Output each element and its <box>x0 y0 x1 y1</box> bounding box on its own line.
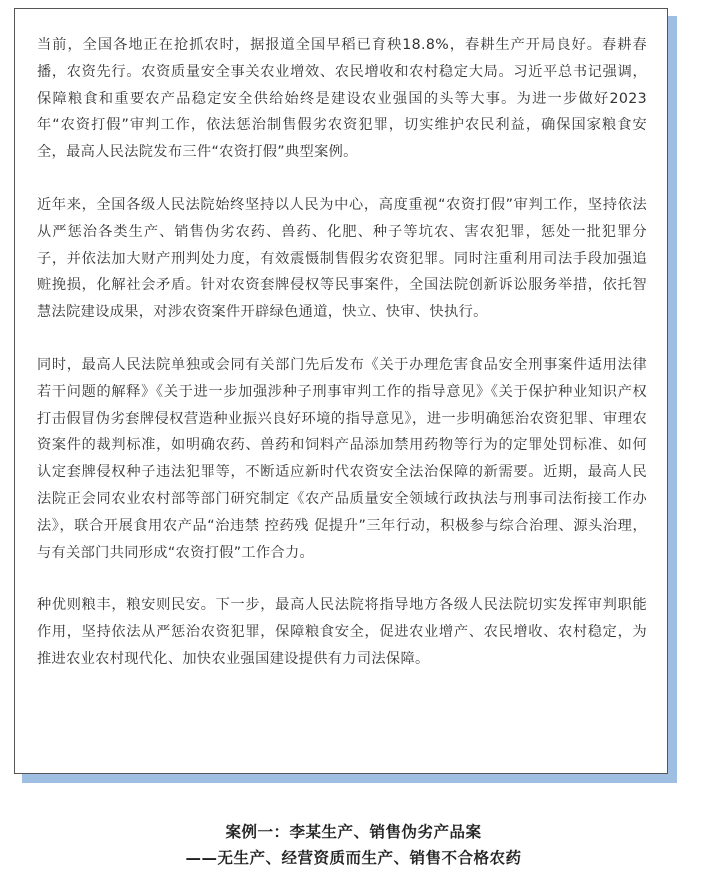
article-paragraph-2: 近年来，全国各级人民法院始终坚持以人民为中心，高度重视“农资打假”审判工作，坚持依法从严惩治各类生产、销售伪劣农药、兽药、化肥、种子等坑农、害农犯罪，惩处一批犯罪分子，并依法加大财产刑判处力度，有效震慑制售假劣农资犯罪。同时注重利用司法手段加强追赃挽损，化解社会矛盾。针对农资套牌侵权等民事案件，全国法院创新诉讼服务举措，依托智慧法院建设成果，对涉农资案件开辟绿色通道，快立、快审、快执行。 <box>37 196 647 321</box>
article-paragraph-3: 同时，最高人民法院单独或会同有关部门先后发布《关于办理危害食品安全刑事案件适用法律若干问题的解释》《关于进一步加强涉种子刑事审判工作的指导意见》《关于保护种业知识产权打击假冒伪劣套牌侵权营造种业振兴良好环境的指导意见》，进一步明确惩治农资犯罪、审理农资案件的裁判标准，如明确农药、兽药和饲料产品添加禁用药物等行为的定罪处罚标准、如何认定套牌侵权种子违法犯罪等，不断适应新时代农资安全法治保障的新需要。近期，最高人民法院正会同农业农村部等部门研究制定《农产品质量安全领域行政执法与刑事司法衔接工作办法》，联合开展食用农产品“治违禁 控药残 促提升”三年行动，积极参与综合治理、源头治理，与有关部门共同形成“农资打假”工作合力。 <box>37 356 647 561</box>
article-box <box>14 8 668 774</box>
case-title: 案例一：李某生产、销售伪劣产品案 <box>225 823 482 841</box>
article-paragraph-4: 种优则粮丰，粮安则民安。下一步，最高人民法院将指导地方各级人民法院切实发挥审判职能作用，坚持依法从严惩治农资犯罪，保障粮食安全，促进农业增产、农民增收、农村稳定，为推进农业农村现代化、加快农业强国建设提供有力司法保障。 <box>37 597 647 667</box>
article-paragraph-1: 当前，全国各地正在抢抓农时，据报道全国早稻已育秧18.8%，春耕生产开局良好。春耕春播，农资先行。农资质量安全事关农业增效、农民增收和农村稳定大局。习近平总书记强调，保障粮食和重要农产品稳定安全供给始终是建设农业强国的头等大事。为进一步做好2023年“农资打假”审判工作，依法惩治制售假劣农资犯罪，切实维护农民利益，确保国家粮食安全，最高人民法院发布三件“农资打假”典型案例。 <box>37 37 647 161</box>
case-subtitle: ——无生产、经营资质而生产、销售不合格农药 <box>185 849 522 867</box>
